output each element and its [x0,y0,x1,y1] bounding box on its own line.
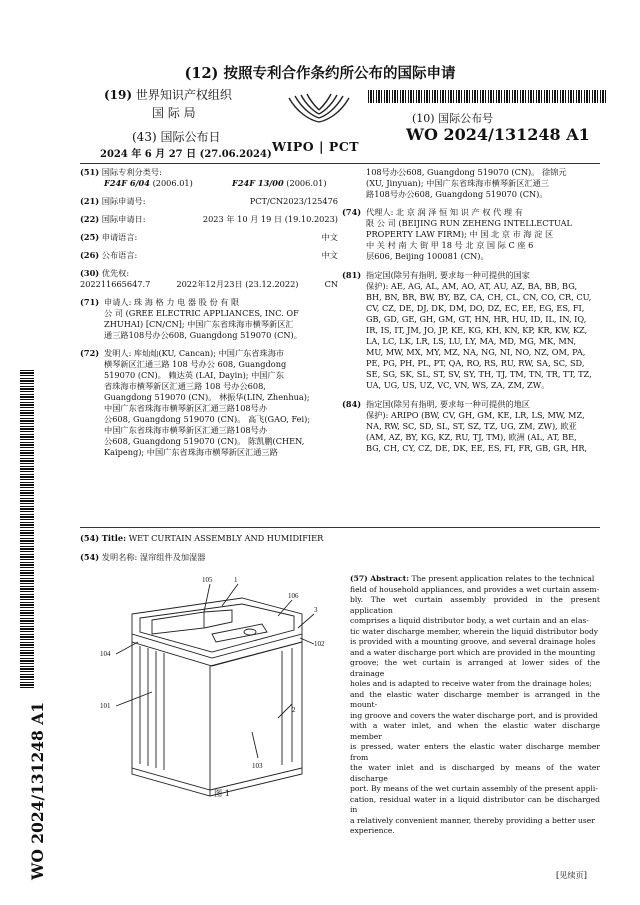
figure-label-2: 2 [292,706,296,714]
field-71: (71) 申请人: 珠 海 格 力 电 器 股 份 有 限 公 司 (GREE ELECTRIC APPLIANCES, INC. OF ZHUHAI) [CN/CN]; 中国广东省珠海市横琴新区汇 通三路108号办公608, Guangdong 519070 (CN)。 [80,297,338,341]
applicant-text: 申请人: 珠 海 格 力 电 器 股 份 有 限 公 司 (GREE ELECTRIC APPLIANCES, INC. OF ZHUHAI) [CN/CN]; 中国广东省珠海市横琴新区汇 通三路108号办公608, Guangdong 519070 (CN)。 [104,297,302,340]
figure-label-3: 3 [314,606,318,614]
agent-text: 代理人: 北 京 润 泽 恒 知 识 产 权 代 理 有 限 公 司 (BEIJING RUN ZEHENG INTELLECTUAL PROPERTY LAW FIRM); 中 国 北 京 市 海 淀 区 中 关 村 南 大 街 甲 18 号 北 京 国 际 C 座 6 层606, Beijing 100081 (CN)。 [366,207,572,261]
pubdate-label: (43) 国际公布日 [132,130,221,144]
figure-label-105: 105 [202,576,213,584]
title-zh: (54) 发明名称: 湿帘组件及加湿器 [80,552,206,562]
title-divider [80,527,600,528]
abstract: (57) Abstract: The present application relates to the technical field of household appliances, and provides a wet curtain assem- bly. The wet curtain assembly provided in the present application comprises a liquid distributor body, a wet curtain and an elas- tic water discharge member, wherein the liquid distributor body is provided with a mounting groove, and several drainage holes and a water discharge port which are provided in the mounting groove; the wet curtain is arranged at lower sides of the drainage holes and is adapted to receive water from the drainage holes; and the elastic water discharge member is arranged in the mount- ing groove and covers the water discharge port, and is provided with a water inlet, and when the elastic water discharge member is pressed, water enters the elastic water discharge member from the water inlet and is discharged by means of the water discharge port. By means of the wet curtain assembly of the present appli- cation, residual water in a liquid distributor can be discharged in a relatively convenient manner, thereby providing a better user experience. [350,574,600,835]
designated-states-regional: 指定国(除另有指明, 要求每一种可提供的地区 保护): ARIPO (BW, CV, GH, GM, KE, LR, LS, MW, MZ, NA, RW, SC, SD, SL, ST, SZ, TZ, UG, ZM, ZW), 欧亚 (AM, AZ, BY, KG, KZ, RU, TJ, TM), 欧洲 (AL, AT, BE, BG, CH, CY, CZ, DE, DK, EE, ES, FI, FR, GB, GR, HR, [366,399,588,453]
field-26: (26) 公布语言: 中文 [80,250,338,260]
field-30-values: 202211665647.7 2022年12月23日 (23.12.2022) CN [80,279,338,289]
header-divider [80,163,600,164]
inventors-continued: 108号办公608, Guangdong 519070 (CN)。 徐锦元 (XU, Jinyuan); 中国广东省珠海市横琴新区汇通三 路108号办公608, Guangdong 519070 (CN)。 [366,167,567,199]
designated-states-national: 指定国(除另有指明, 要求每一种可提供的国家 保护): AE, AG, AL, AM, AO, AT, AU, AZ, BA, BB, BG, BH, BN, BR, BW, BY, BZ, CA, CH, CL, CN, CO, CR, CU, CV, CZ, DE, DJ, DK, DM, DO, DZ, EC, EE, EG, ES, FI, GB, GD, GE, GH, GM, GT, HN, HR, HU, ID, IL, IN, IQ, IR, IS, IT, JM, JO, JP, KE, KG, KH, KN, KP, KR, KW, KZ, LA, LC, LK, LR, LS, LU, LY, MA, MD, MG, MK, MN, MU, MW, MX, MY, MZ, NA, NG, NI, NO, NZ, OM, PA, PE, PG, PH, PL, PT, QA, RO, RS, RU, RW, SA, SC, SD, SE, SG, SK, SL, ST, SV, SY, TH, TJ, TM, TN, TR, TT, TZ, UA, UG, US, UZ, VC, VN, WS, ZA, ZM, ZW。 [366,270,592,390]
field-74: (74) 代理人: 北 京 润 泽 恒 知 识 产 权 代 理 有 限 公 司 (BEIJING RUN ZEHENG INTELLECTUAL PROPERTY LAW FIRM); 中 国 北 京 市 海 淀 区 中 关 村 南 大 街 甲 18 号 北 京 国 际 C 座 6 层606, Beijing 100081 (CN)。 [342,207,600,262]
issuing-org: (19) 世界知识产权组织 [104,88,232,102]
field-51-values: F24F 6/04 (2006.01) F24F 13/00 (2006.01) [104,178,327,188]
figure-label-1: 1 [234,576,238,584]
field-81: (81) 指定国(除另有指明, 要求每一种可提供的国家 保护): AE, AG, AL, AM, AO, AT, AU, AZ, BA, BB, BG, BH, BN, BR, BW, BY, BZ, CA, CH, CL, CN, CO, CR, CU, CV, CZ, DE, DJ, DK, DM, DO, DZ, EC, EE, EG, ES, FI, GB, GD, GE, GH, GM, GT, HN, HR, HU, ID, IL, IN, IQ, IR, IS, IT, JM, JO, JP, KE, KG, KH, KN, KP, KR, KW, KZ, LA, LC, LK, LR, LS, LU, LY, MA, MD, MG, MK, MN, MU, MW, MX, MY, MZ, NA, NG, NI, NO, NZ, OM, PA, PE, PG, PH, PL, PT, QA, RO, RS, RU, RW, SA, SC, SD, SE, SG, SK, SL, ST, SV, SY, TH, TJ, TM, TN, TR, TT, TZ, UA, UG, US, UZ, VC, VN, WS, ZA, ZM, ZW。 [342,270,600,391]
pubno-label: (10) 国际公布号 [412,112,494,125]
wet-curtain-drawing [92,572,342,804]
figure-label-104: 104 [100,650,111,658]
wipo-pct-wordmark: WIPO | PCT [272,139,360,154]
issuing-bureau: 国 际 局 [152,106,196,120]
abstract-first-line: (57) Abstract: The present application relates to the technical [350,574,595,583]
top-barcode [368,90,606,103]
figure-caption: 图 1 [214,788,230,798]
field-51: (51) 国际专利分类号: [80,167,162,177]
field-84: (84) 指定国(除另有指明, 要求每一种可提供的地区 保护): ARIPO (BW, CV, GH, GM, KE, LR, LS, MW, MZ, NA, RW, SC, SD, SL, ST, SZ, TZ, UG, ZM, ZW), 欧亚 (AM, AZ, BY, KG, KZ, RU, TJ, TM), 欧洲 (AL, AT, BE, BG, CH, CY, CZ, DE, DK, EE, ES, FI, FR, GB, GR, HR, [342,399,600,454]
figure-label-106: 106 [288,592,299,600]
document-type-title: (12) 按照专利合作条约所公布的国际申请 [184,65,456,82]
title-en: (54) Title: WET CURTAIN ASSEMBLY AND HUMIDIFIER [80,533,324,543]
figure-label-103: 103 [252,762,263,770]
figure-label-102: 102 [314,640,325,648]
figure-label-101: 101 [100,702,111,710]
side-barcode [20,370,34,688]
figure-1 [92,572,342,804]
continued-note: [见续页] [556,870,587,880]
inventors-text: 发明人: 库灿灿(KU, Cancan); 中国广东省珠海市 横琴新区汇通三路 108 号办公 608, Guangdong 519070 (CN)。 赖达英 (LAI, Dayin); 中国广东 省珠海市横琴新区汇通三路 108 号办公608, Guangdong 519070 (CN)。 林振华(LIN, Zhenhua); 中国广东省珠海市横琴新区汇通三路108号办 公608, Guangdong 519070 (CN)。 高飞(GAO, Fei); 中国广东省珠海市横琴新区汇通三路108号办 公608, Guangdong 519070 (CN)。 陈凯鹏(CHEN, Kaipeng); 中国广东省珠海市横琴新区汇通三路 [104,348,311,457]
pubdate-value: 2024 年 6 月 27 日 (27.06.2024) [100,149,272,160]
field-30: (30) 优先权: [80,268,130,278]
side-pubno: WO 2024/131248 A1 [28,701,47,880]
pubno-value: WO 2024/131248 A1 [406,125,590,144]
field-72: (72) 发明人: 库灿灿(KU, Cancan); 中国广东省珠海市 横琴新区汇通三路 108 号办公 608, Guangdong 519070 (CN)。 赖达英 (LAI, Dayin); 中国广东 省珠海市横琴新区汇通三路 108 号办公608, Guangdong 519070 (CN)。 林振华(LIN, Zhenhua); 中国广东省珠海市横琴新区汇通三路108号办 公608, Guangdong 519070 (CN)。 高飞(GAO, Fei); 中国广东省珠海市横琴新区汇通三路108号办 公608, Guangdong 519070 (CN)。 陈凯鹏(CHEN, Kaipeng); 中国广东省珠海市横琴新区汇通三路 [80,348,338,458]
field-21: (21) 国际申请号: PCT/CN2023/125476 [80,196,338,206]
bibliographic-left-column [80,167,338,458]
field-25: (25) 申请语言: 中文 [80,232,338,242]
field-22: (22) 国际申请日: 2023 年 10 月 19 日 (19.10.2023) [80,214,338,224]
bibliographic-right-column [342,167,600,454]
